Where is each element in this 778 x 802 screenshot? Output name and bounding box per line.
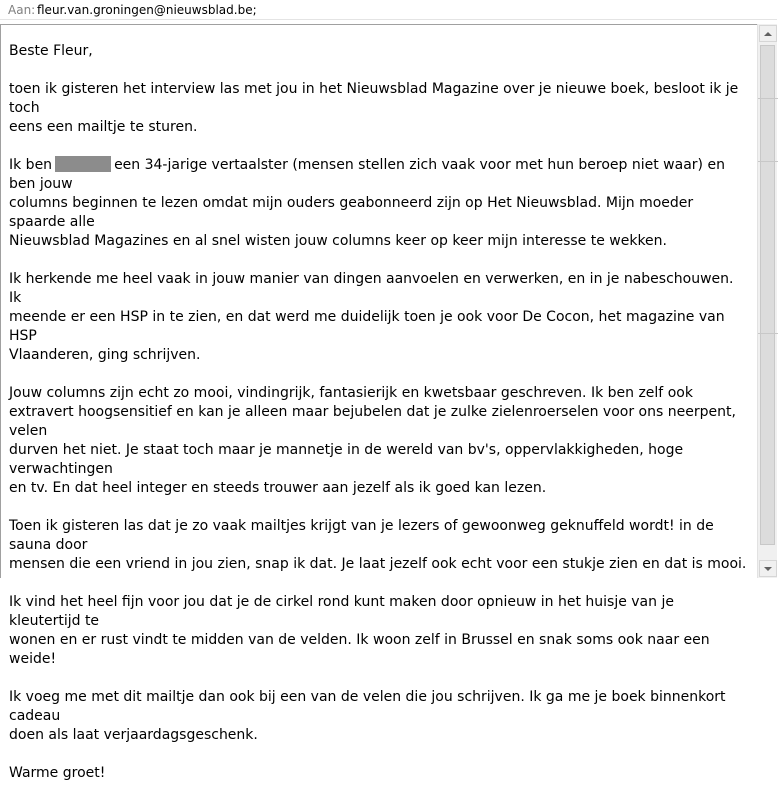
paragraph-1: toen ik gisteren het interview las met jou in het Nieuwsblad Magazine over je nieuwe boek, besloot ik je toch eens een mailtje te sturen.	[9, 81, 739, 135]
vertical-scrollbar[interactable]	[757, 24, 777, 578]
scroll-up-button[interactable]	[759, 25, 777, 42]
scrollbar-tick	[758, 161, 778, 162]
header-divider	[0, 19, 777, 20]
redacted-name	[55, 156, 111, 172]
greeting: Beste Fleur,	[9, 43, 93, 59]
message-body-pane[interactable]	[0, 24, 757, 781]
paragraph-2-start: Ik ben	[9, 157, 53, 173]
scrollbar-thumb[interactable]	[760, 45, 775, 545]
paragraph-2-rest: een 34-jarige vertaalster (mensen stellen zich vaak voor met hun beroep niet waar) en ben jouw columns beginnen te lezen omdat mijn ouders geabonneerd zijn op Het Nieuwsblad. Mijn moeder spaarde alle Nieuwsblad Magazines en al snel wisten jouw columns keer op keer mijn interesse te wekken.	[9, 157, 725, 249]
scroll-up-arrow-icon	[764, 32, 772, 36]
to-label: Aan:	[8, 3, 36, 17]
paragraph-4: Jouw columns zijn echt zo mooi, vindingrijk, fantasierijk en kwetsbaar geschreven. Ik ben zelf ook extravert hoogsensitief en kan je alleen maar bejubelen dat je zulke zielenroerselen voor ons neerpent, velen durven het niet. Je staat toch maar je mannetje in de wereld van bv's, oppervlakkigheden, hoge verwachtingen en tv. En dat heel integer en steeds trouwer aan jezelf als ik goed kan lezen.	[9, 385, 736, 496]
message-body	[9, 42, 749, 802]
scrollbar-tick	[758, 98, 778, 99]
paragraph-2	[9, 156, 749, 251]
recipient-header	[0, 0, 777, 20]
paragraph-5: Toen ik gisteren las dat je zo vaak mailtjes krijgt van je lezers of gewoonweg geknuffeld wordt! in de sauna door mensen die een vriend in jou zien, snap ik dat. Je laat jezelf ook echt voor een stukje zien en dat is mooi.	[9, 518, 747, 572]
scrollbar-tick	[758, 333, 778, 334]
scrollbar-track[interactable]	[758, 43, 778, 559]
paragraph-7: Ik voeg me met dit mailtje dan ook bij een van de velen die jou schrijven. Ik ga me je boek binnenkort cadeau doen als laat verjaardagsgeschenk.	[9, 689, 726, 743]
to-field[interactable]: fleur.van.groningen@nieuwsblad.be;	[37, 3, 257, 17]
scroll-down-button[interactable]	[759, 560, 777, 577]
scroll-down-arrow-icon	[764, 567, 772, 571]
paragraph-6: Ik vind het heel fijn voor jou dat je de cirkel rond kunt maken door opnieuw in het huisje van je kleutertijd te wonen en er rust vindt te midden van de velden. Ik woon zelf in Brussel en snak soms ook naar een weide!	[9, 594, 710, 667]
closing: Warme groet!	[9, 765, 106, 781]
paragraph-3: Ik herkende me heel vaak in jouw manier van dingen aanvoelen en verwerken, en in je nabeschouwen. Ik meende er een HSP in te zien, en dat werd me duidelijk toen je ook voor De Cocon, het magazine van HSP Vlaanderen, ging schrijven.	[9, 271, 734, 363]
